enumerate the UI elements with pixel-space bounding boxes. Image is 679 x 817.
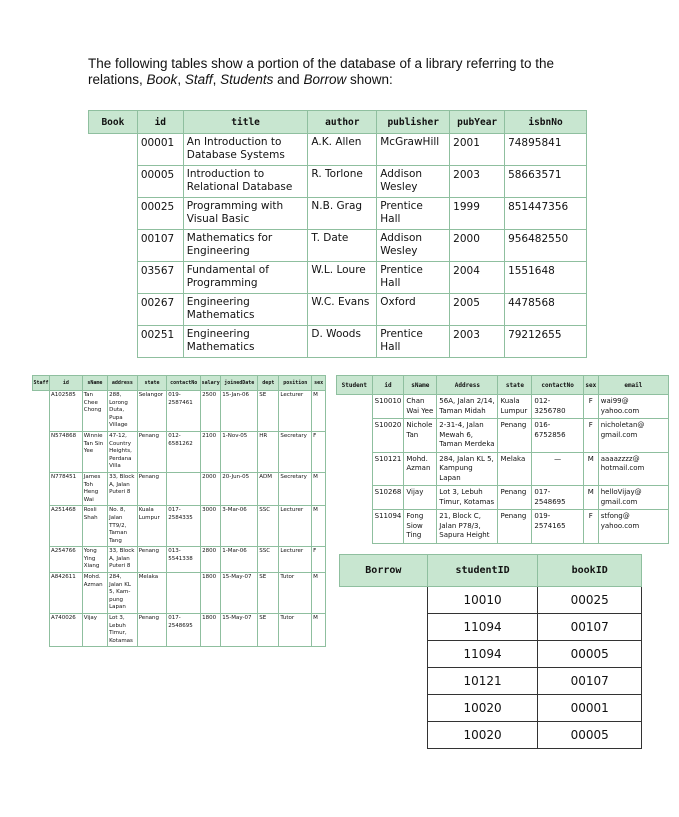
staff-cell-address: 33, Block A, Jalan Puteri 8 xyxy=(108,472,138,505)
staff-cell-address: No. 8, Jalan TT9/2, Taman Tang xyxy=(108,506,138,547)
student-col-contactno: contactNo xyxy=(532,376,583,395)
staff-cell-position: Tutor xyxy=(279,614,312,647)
borrow-row-spacer xyxy=(340,668,428,695)
staff-cell-salary: 2800 xyxy=(201,547,221,573)
staff-cell-dept: HR xyxy=(258,431,279,472)
staff-cell-sex: M xyxy=(312,391,326,432)
book-table-label: Book xyxy=(89,111,138,134)
book-row xyxy=(89,262,587,294)
staff-cell-joineddate: 1-Nov-05 xyxy=(221,431,258,472)
staff-cell-contactno xyxy=(167,573,201,614)
staff-cell-sname: Yong Ying Xiang xyxy=(82,547,107,573)
staff-cell-salary: 2500 xyxy=(201,391,221,432)
staff-cell-id: A251468 xyxy=(49,506,82,547)
book-col-publisher: publisher xyxy=(377,111,450,134)
staff-col-contactno: contactNo xyxy=(167,376,201,391)
staff-col-sname: sName xyxy=(82,376,107,391)
student-cell-contactno: 017-2548695 xyxy=(532,486,583,510)
student-col-state: state xyxy=(498,376,532,395)
staff-cell-address: 284, Jalan KL 5, Kam-pung Lapan xyxy=(108,573,138,614)
book-cell-pubyear: 2004 xyxy=(450,262,505,294)
staff-cell-state: Penang xyxy=(137,431,167,472)
staff-cell-salary: 1800 xyxy=(201,614,221,647)
staff-cell-dept: SE xyxy=(258,573,279,614)
borrow-cell-bookid: 00001 xyxy=(538,695,642,722)
book-cell-title: Introduction to Relational Database xyxy=(183,166,308,198)
student-col-id: id xyxy=(372,376,404,395)
student-col-email: email xyxy=(598,376,668,395)
staff-cell-dept: SSC xyxy=(258,506,279,547)
staff-cell-position: Lecturer xyxy=(279,547,312,573)
book-cell-publisher: Prentice Hall xyxy=(377,198,450,230)
staff-row xyxy=(33,506,326,547)
borrow-cell-studentid: 11094 xyxy=(427,641,538,668)
student-table xyxy=(336,375,669,544)
student-header-row xyxy=(337,376,669,395)
staff-cell-address: 47-12, Country Heights, Perdana Villa xyxy=(108,431,138,472)
intro-text xyxy=(88,56,608,88)
student-row xyxy=(337,510,669,544)
student-cell-state: Kuala Lumpur xyxy=(498,395,532,419)
borrow-cell-bookid: 00005 xyxy=(538,641,642,668)
staff-cell-position: Tutor xyxy=(279,573,312,614)
student-cell-sname: Fong Siow Ting xyxy=(404,510,437,544)
book-col-title: title xyxy=(183,111,308,134)
staff-row-spacer xyxy=(33,614,50,647)
intro-line-2-pre: relations, xyxy=(88,72,147,87)
staff-cell-dept: SE xyxy=(258,391,279,432)
borrow-row xyxy=(340,587,642,614)
staff-row-spacer xyxy=(33,431,50,472)
staff-cell-joineddate: 20-Jun-05 xyxy=(221,472,258,505)
student-row xyxy=(337,395,669,419)
book-cell-author: W.C. Evans xyxy=(308,294,377,326)
student-cell-id: S10020 xyxy=(372,419,404,453)
book-cell-publisher: Addison Wesley xyxy=(377,166,450,198)
intro-sep: and xyxy=(273,72,304,87)
student-table-label: Student xyxy=(337,376,373,395)
student-cell-sex: F xyxy=(583,510,598,544)
book-col-author: author xyxy=(308,111,377,134)
book-cell-title: Engineering Mathematics xyxy=(183,294,308,326)
book-row-spacer xyxy=(89,294,138,326)
staff-cell-joineddate: 1-Mar-06 xyxy=(221,547,258,573)
relation-book: Book xyxy=(146,72,178,87)
staff-cell-state: Selangor xyxy=(137,391,167,432)
student-cell-sname: Vijay xyxy=(404,486,437,510)
staff-cell-sex: F xyxy=(312,431,326,472)
book-col-id: id xyxy=(137,111,183,134)
relation-students: Students xyxy=(220,72,274,87)
book-cell-title: Programming with Visual Basic xyxy=(183,198,308,230)
borrow-body xyxy=(340,587,642,749)
borrow-cell-bookid: 00005 xyxy=(538,722,642,749)
book-cell-publisher: Prentice Hall xyxy=(377,326,450,358)
borrow-col-bookid: bookID xyxy=(538,555,642,587)
intro-line-1: The following tables show a portion of the database of a library referring to the xyxy=(88,56,555,71)
student-row-spacer xyxy=(337,510,373,544)
book-row-spacer xyxy=(89,198,138,230)
staff-col-address: address xyxy=(108,376,138,391)
student-row-spacer xyxy=(337,486,373,510)
book-cell-isbnno: 79212655 xyxy=(505,326,587,358)
book-cell-id: 03567 xyxy=(137,262,183,294)
student-cell-address: 284, Jalan KL 5, Kampung Lapan xyxy=(437,452,498,486)
student-cell-sname: Nichole Tan xyxy=(404,419,437,453)
staff-row xyxy=(33,573,326,614)
book-col-pubyear: pubYear xyxy=(450,111,505,134)
book-cell-isbnno: 851447356 xyxy=(505,198,587,230)
book-row-spacer xyxy=(89,262,138,294)
book-cell-isbnno: 1551648 xyxy=(505,262,587,294)
staff-cell-address: 33, Block A, Jalan Puteri 8 xyxy=(108,547,138,573)
student-cell-email: aaaazzzz@ hotmail.com xyxy=(598,452,668,486)
staff-row-spacer xyxy=(33,391,50,432)
book-cell-author: A.K. Allen xyxy=(308,134,377,166)
staff-cell-salary: 2000 xyxy=(201,472,221,505)
borrow-cell-bookid: 00107 xyxy=(538,668,642,695)
student-cell-id: S10121 xyxy=(372,452,404,486)
book-cell-publisher: Oxford xyxy=(377,294,450,326)
staff-cell-state: Penang xyxy=(137,472,167,505)
staff-cell-address: 288, Lorong Duta, Pupa Village xyxy=(108,391,138,432)
book-cell-id: 00251 xyxy=(137,326,183,358)
book-cell-pubyear: 2003 xyxy=(450,166,505,198)
staff-cell-sex: M xyxy=(312,506,326,547)
borrow-cell-studentid: 10121 xyxy=(427,668,538,695)
book-cell-isbnno: 58663571 xyxy=(505,166,587,198)
student-cell-email: stfong@ yahoo.com xyxy=(598,510,668,544)
staff-cell-state: Penang xyxy=(137,614,167,647)
student-cell-email: helloVijay@ gmail.com xyxy=(598,486,668,510)
student-row xyxy=(337,486,669,510)
staff-cell-position: Lecturer xyxy=(279,391,312,432)
staff-cell-position: Secretary xyxy=(279,472,312,505)
student-row-spacer xyxy=(337,419,373,453)
book-cell-isbnno: 956482550 xyxy=(505,230,587,262)
staff-cell-salary: 2100 xyxy=(201,431,221,472)
staff-cell-id: N574868 xyxy=(49,431,82,472)
borrow-row xyxy=(340,614,642,641)
book-cell-title: An Introduction to Database Systems xyxy=(183,134,308,166)
book-cell-id: 00267 xyxy=(137,294,183,326)
student-cell-contactno: — xyxy=(532,452,583,486)
staff-cell-contactno xyxy=(167,472,201,505)
staff-cell-id: N778451 xyxy=(49,472,82,505)
staff-cell-id: A254766 xyxy=(49,547,82,573)
book-header-row xyxy=(89,111,587,134)
book-cell-isbnno: 4478568 xyxy=(505,294,587,326)
staff-cell-contactno: 012-6581262 xyxy=(167,431,201,472)
student-cell-contactno: 019-2574165 xyxy=(532,510,583,544)
staff-col-joineddate: joinedDate xyxy=(221,376,258,391)
student-cell-sex: M xyxy=(583,486,598,510)
borrow-row-spacer xyxy=(340,587,428,614)
book-body xyxy=(89,134,587,358)
staff-table xyxy=(32,375,326,647)
book-row xyxy=(89,294,587,326)
staff-cell-sname: Vijay xyxy=(82,614,107,647)
staff-row-spacer xyxy=(33,506,50,547)
staff-body xyxy=(33,391,326,647)
book-row-spacer xyxy=(89,166,138,198)
staff-row-spacer xyxy=(33,472,50,505)
student-cell-sex: F xyxy=(583,395,598,419)
student-cell-state: Penang xyxy=(498,510,532,544)
staff-cell-position: Lecturer xyxy=(279,506,312,547)
student-cell-sex: F xyxy=(583,419,598,453)
borrow-row-spacer xyxy=(340,614,428,641)
book-row xyxy=(89,326,587,358)
book-cell-isbnno: 74895841 xyxy=(505,134,587,166)
staff-row xyxy=(33,547,326,573)
staff-cell-sname: Mohd. Azman xyxy=(82,573,107,614)
staff-cell-id: A740026 xyxy=(49,614,82,647)
borrow-cell-bookid: 00107 xyxy=(538,614,642,641)
book-cell-publisher: Addison Wesley xyxy=(377,230,450,262)
book-cell-pubyear: 2003 xyxy=(450,326,505,358)
borrow-header-row xyxy=(340,555,642,587)
book-row xyxy=(89,166,587,198)
book-row-spacer xyxy=(89,326,138,358)
staff-col-salary: salary xyxy=(201,376,221,391)
student-col-sname: sName xyxy=(404,376,437,395)
borrow-cell-studentid: 10010 xyxy=(427,587,538,614)
staff-row-spacer xyxy=(33,573,50,614)
borrow-col-studentid: studentID xyxy=(427,555,538,587)
borrow-cell-studentid: 11094 xyxy=(427,614,538,641)
staff-col-dept: dept xyxy=(258,376,279,391)
staff-cell-sname: Winnie Tan Sin Yee xyxy=(82,431,107,472)
book-cell-pubyear: 2000 xyxy=(450,230,505,262)
book-cell-author: N.B. Grag xyxy=(308,198,377,230)
student-cell-email: nicholetan@ gmail.com xyxy=(598,419,668,453)
intro-line-2-post: shown: xyxy=(346,72,393,87)
book-cell-pubyear: 2001 xyxy=(450,134,505,166)
staff-cell-sex: F xyxy=(312,547,326,573)
staff-header-row xyxy=(33,376,326,391)
student-row xyxy=(337,452,669,486)
staff-cell-id: A842611 xyxy=(49,573,82,614)
book-cell-publisher: Prentice Hall xyxy=(377,262,450,294)
relation-staff: Staff xyxy=(184,72,213,87)
student-cell-contactno: 016-6752856 xyxy=(532,419,583,453)
staff-cell-dept: SSC xyxy=(258,547,279,573)
book-row xyxy=(89,198,587,230)
book-row xyxy=(89,134,587,166)
staff-cell-id: A102585 xyxy=(49,391,82,432)
student-cell-state: Melaka xyxy=(498,452,532,486)
student-row-spacer xyxy=(337,395,373,419)
student-cell-id: S11094 xyxy=(372,510,404,544)
staff-row xyxy=(33,431,326,472)
staff-row-spacer xyxy=(33,547,50,573)
staff-cell-sname: James Toh Heng Wai xyxy=(82,472,107,505)
book-cell-id: 00005 xyxy=(137,166,183,198)
student-cell-contactno: 012-3256780 xyxy=(532,395,583,419)
student-cell-id: S10010 xyxy=(372,395,404,419)
student-cell-sname: Chan Wai Yee xyxy=(404,395,437,419)
book-cell-title: Engineering Mathematics xyxy=(183,326,308,358)
borrow-cell-studentid: 10020 xyxy=(427,722,538,749)
staff-cell-position: Secretary xyxy=(279,431,312,472)
student-col-address: Address xyxy=(437,376,498,395)
book-cell-author: D. Woods xyxy=(308,326,377,358)
borrow-row xyxy=(340,668,642,695)
book-table xyxy=(88,110,587,358)
staff-cell-salary: 3000 xyxy=(201,506,221,547)
staff-cell-sex: M xyxy=(312,614,326,647)
staff-row xyxy=(33,391,326,432)
staff-cell-joineddate: 15-May-07 xyxy=(221,614,258,647)
student-cell-id: S10268 xyxy=(372,486,404,510)
relation-borrow: Borrow xyxy=(303,72,347,87)
borrow-table xyxy=(339,554,642,749)
student-cell-state: Penang xyxy=(498,419,532,453)
book-col-isbnno: isbnNo xyxy=(505,111,587,134)
staff-col-position: position xyxy=(279,376,312,391)
staff-cell-sname: Tan Chee Chong xyxy=(82,391,107,432)
borrow-row-spacer xyxy=(340,641,428,668)
intro-sep: , xyxy=(177,72,185,87)
staff-col-state: state xyxy=(137,376,167,391)
staff-cell-contactno: 017-2584335 xyxy=(167,506,201,547)
staff-row xyxy=(33,614,326,647)
staff-col-id: id xyxy=(49,376,82,391)
staff-cell-contactno: 019-2587461 xyxy=(167,391,201,432)
book-cell-author: R. Torlone xyxy=(308,166,377,198)
student-cell-sex: M xyxy=(583,452,598,486)
staff-cell-joineddate: 3-Mar-06 xyxy=(221,506,258,547)
staff-col-sex: sex xyxy=(312,376,326,391)
book-row xyxy=(89,230,587,262)
student-col-sex: sex xyxy=(583,376,598,395)
book-cell-publisher: McGrawHill xyxy=(377,134,450,166)
book-cell-title: Fundamental of Programming xyxy=(183,262,308,294)
staff-cell-contactno: 017-2548695 xyxy=(167,614,201,647)
borrow-row-spacer xyxy=(340,722,428,749)
book-cell-id: 00025 xyxy=(137,198,183,230)
book-cell-id: 00107 xyxy=(137,230,183,262)
book-cell-author: W.L. Loure xyxy=(308,262,377,294)
borrow-cell-studentid: 10020 xyxy=(427,695,538,722)
staff-cell-sex: M xyxy=(312,472,326,505)
staff-row xyxy=(33,472,326,505)
book-cell-pubyear: 1999 xyxy=(450,198,505,230)
student-cell-address: 56A, Jalan 2/14, Taman Midah xyxy=(437,395,498,419)
staff-cell-joineddate: 15-Jan-06 xyxy=(221,391,258,432)
staff-cell-state: Melaka xyxy=(137,573,167,614)
book-row-spacer xyxy=(89,134,138,166)
staff-cell-salary: 1800 xyxy=(201,573,221,614)
staff-cell-dept: ADM xyxy=(258,472,279,505)
student-cell-address: 2-31-4, Jalan Mewah 6, Taman Merdeka xyxy=(437,419,498,453)
staff-cell-sname: Rosli Shah xyxy=(82,506,107,547)
staff-cell-state: Penang xyxy=(137,547,167,573)
student-body xyxy=(337,395,669,544)
borrow-table-label: Borrow xyxy=(340,555,428,587)
student-cell-address: Lot 3, Lebuh Timur, Kotamas xyxy=(437,486,498,510)
borrow-cell-bookid: 00025 xyxy=(538,587,642,614)
staff-cell-dept: SE xyxy=(258,614,279,647)
borrow-row xyxy=(340,722,642,749)
book-cell-title: Mathematics for Engineering xyxy=(183,230,308,262)
staff-table-label: Staff xyxy=(33,376,50,391)
book-cell-id: 00001 xyxy=(137,134,183,166)
borrow-row xyxy=(340,695,642,722)
borrow-row-spacer xyxy=(340,695,428,722)
staff-cell-joineddate: 15-May-07 xyxy=(221,573,258,614)
staff-cell-contactno: 013-5541338 xyxy=(167,547,201,573)
intro-sep: , xyxy=(212,72,221,87)
student-row-spacer xyxy=(337,452,373,486)
student-cell-sname: Mohd. Azman xyxy=(404,452,437,486)
borrow-row xyxy=(340,641,642,668)
staff-cell-state: Kuala Lumpur xyxy=(137,506,167,547)
student-cell-email: wai99@ yahoo.com xyxy=(598,395,668,419)
book-row-spacer xyxy=(89,230,138,262)
student-cell-address: 21, Block C, Jalan P78/3, Sapura Height xyxy=(437,510,498,544)
book-cell-author: T. Date xyxy=(308,230,377,262)
staff-cell-address: Lot 3, Lebuh Timur, Kotamas xyxy=(108,614,138,647)
book-cell-pubyear: 2005 xyxy=(450,294,505,326)
student-cell-state: Penang xyxy=(498,486,532,510)
student-row xyxy=(337,419,669,453)
staff-cell-sex: M xyxy=(312,573,326,614)
